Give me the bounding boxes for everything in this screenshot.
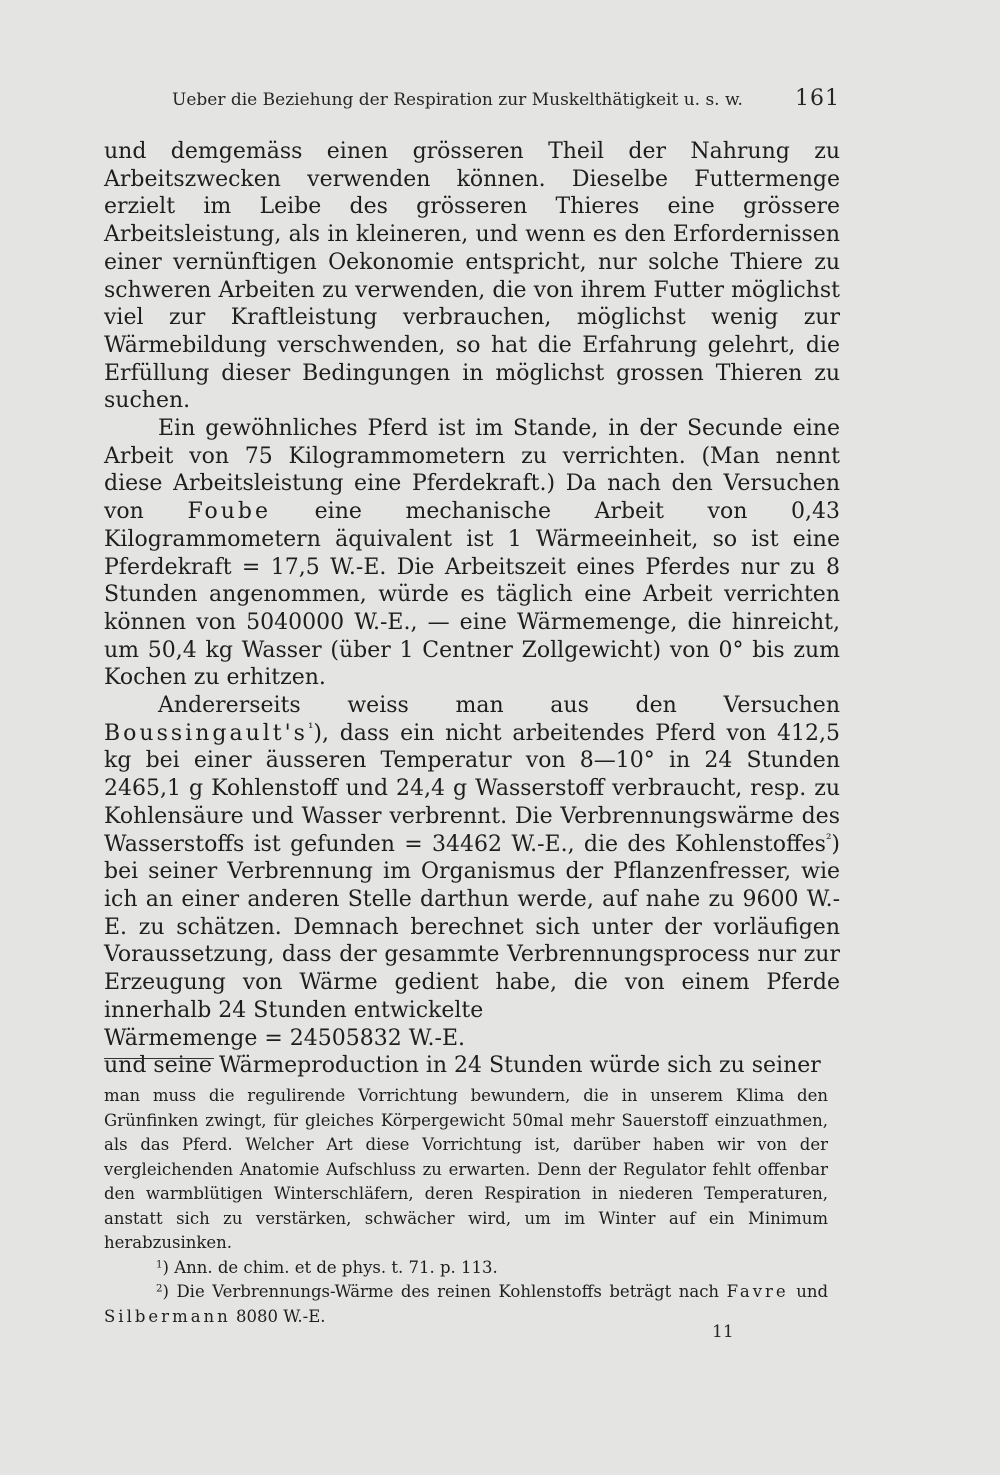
paragraph-1: und demgemäss einen grösseren Theil der Nahrung zu Arbeitszwecken verwenden können. Dieselbe Futtermenge erzielt im Leibe des grösseren Thieres eine grössere Arbeitsleistung, als in kleineren, und wenn es den Erfordernissen einer vernünftigen Oekonomie entspricht, nur solche Thiere zu schweren Arbeiten zu verwenden, die von ihrem Futter möglichst viel zur Kraftleistung verbrauchen, möglichst wenig zur Wärmebildung verschwenden, so hat die Erfahrung gelehrt, die Erfüllung dieser Bedingungen in möglichst grossen Thieren zu suchen. bbox=[104, 139, 840, 414]
footnote-separator bbox=[104, 1058, 214, 1059]
paragraph-4: und seine Wärmeproduction in 24 Stunden würde sich zu seiner bbox=[104, 1053, 821, 1079]
footnote-ref-2: ² bbox=[825, 831, 832, 848]
paragraph-2-text-a: Ein gewöhnliches Pferd ist im Stande, in der Secunde eine Arbeit von 75 Kilogrammometern zu verrichten. (Man nennt diese Arbeitsleistung eine Pferdekraft.) Da nach den Versuchen von bbox=[104, 416, 840, 525]
footnote-continued: man muss die regulirende Vorrichtung bewundern, die in unserem Klima den Grünfinken zwingt, für gleiches Körpergewicht 50mal mehr Sauerstoff einzuathmen, als das Pferd. Welcher Art diese Vorrichtung ist, darüber haben wir von der vergleichenden Anatomie Aufschluss zu erwarten. Denn der Regulator fehlt offenbar den warmblütigen Winterschläfern, deren Respiration in niederen Temperaturen, anstatt sich zu verstärken, schwächer wird, um im Winter auf ein Minimum herabzusinken. bbox=[104, 1086, 828, 1252]
running-title: Ueber die Beziehung der Respiration zur Muskelthätigkeit u. s. w. bbox=[172, 90, 743, 110]
paragraph-3-text-a: Andererseits weiss man aus den Versuchen bbox=[158, 693, 840, 719]
footnote-1-mark: 1 bbox=[156, 1258, 163, 1270]
formula: Wärmemenge = 24505832 W.-E. bbox=[104, 1025, 466, 1051]
page-number: 161 bbox=[795, 86, 840, 111]
paragraph-3 bbox=[104, 692, 840, 1024]
signature-mark: 11 bbox=[712, 1322, 734, 1342]
paragraph-3-text-b: ), dass ein nicht arbeitendes Pferd von 412,5 kg bei einer äusseren Temperatur von 8—10° in 24 Stunden 2465,1 g Kohlenstoff und 24,4 g Wasserstoff verbraucht, resp. zu Kohlensäure und Wasser verbrennt. Die Verbrennungswärme des Wasserstoffs ist gefunden = 34462 W.-E., die des Kohlenstoffes bbox=[104, 720, 840, 857]
paragraph-3-text-c: ) bei seiner Verbrennung im Organismus der Pflanzenfresser, wie ich an einer anderen Stelle darthun werde, auf nahe zu 9600 W.-E. zu schätzen. Demnach berechnet sich unter der vorläufigen Voraussetzung, dass der gesammte Verbrennungsprocess nur zur Erzeugung von Wärme gedient habe, die von einem Pferde innerhalb 24 Stunden entwickelte bbox=[104, 831, 840, 1023]
footnote-1-text: ) Ann. de chim. et de phys. t. 71. p. 113. bbox=[162, 1257, 498, 1277]
author-name-foube: Foube bbox=[187, 499, 272, 525]
footnote-2-text-b: und bbox=[788, 1282, 829, 1301]
paragraph-2-text-b: eine mechanische Arbeit von 0,43 Kilogrammometern äquivalent ist 1 Wärmeeinheit, so ist eine Pferdekraft = 17,5 W.-E. Die Arbeitszeit eines Pferdes nur zu 8 Stunden angenommen, würde es täglich eine Arbeit verrichten können von 5040000 W.-E., — eine Wärmemenge, die hinreicht, um 50,4 kg Wasser (über 1 Centner Zollgewicht) von 0° bis zum Kochen zu erhitzen. bbox=[104, 499, 840, 691]
footnote-2-mark: 2 bbox=[156, 1283, 163, 1295]
main-text bbox=[104, 138, 840, 1080]
author-name-boussingault: Boussingault's bbox=[104, 720, 308, 746]
author-name-silbermann: Silbermann bbox=[104, 1306, 231, 1326]
footnote-2-text-a: ) Die Verbrennungs-Wärme des reinen Kohlenstoffs beträgt nach bbox=[162, 1282, 727, 1301]
footnote-ref-1: ¹ bbox=[307, 720, 314, 737]
running-header bbox=[172, 86, 840, 111]
footnotes bbox=[104, 1084, 828, 1329]
paragraph-2 bbox=[104, 415, 840, 692]
footnote-1 bbox=[104, 1256, 828, 1281]
footnote-2-text-c: 8080 W.-E. bbox=[230, 1306, 326, 1326]
author-name-favre: Favre bbox=[726, 1282, 789, 1301]
